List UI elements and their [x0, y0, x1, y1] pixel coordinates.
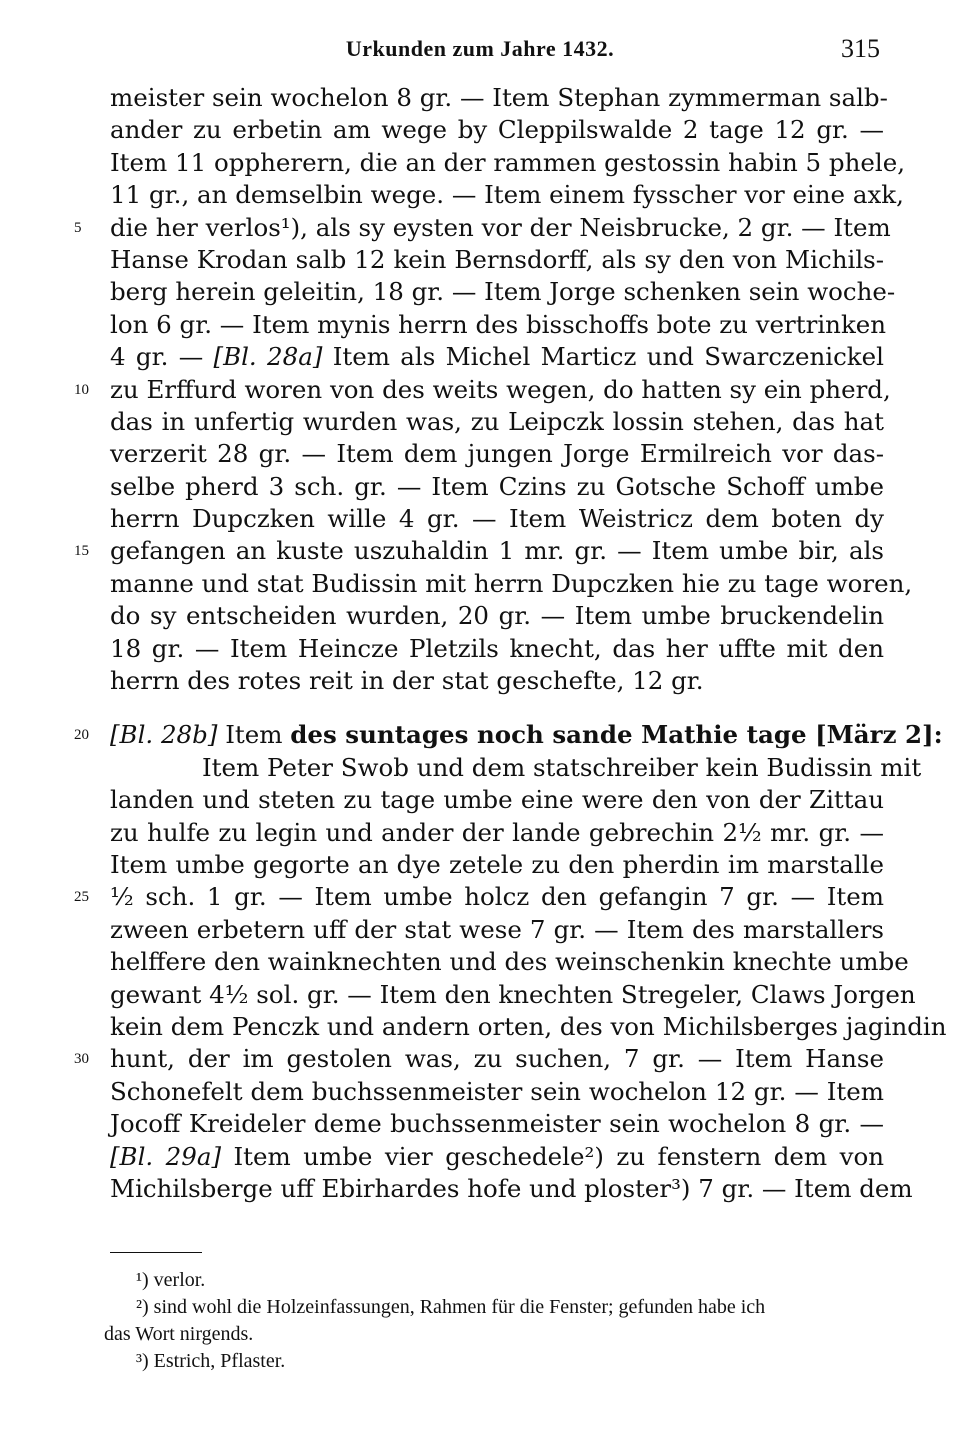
text-line: [110, 914, 884, 946]
line-text: meister sein wochelon 8 gr. — Item Stephan zymmerman salb-: [110, 83, 888, 112]
footnote: das Wort nirgends.: [104, 1323, 254, 1345]
line-number: 30: [74, 1051, 89, 1068]
line-text: manne und stat Budissin mit herrn Dupczken hie zu tage woren,: [110, 568, 913, 598]
text-line: [110, 1173, 913, 1205]
footnote: ¹) verlor.: [136, 1269, 206, 1291]
line-number: 20: [74, 727, 89, 744]
line-text: Item 11 oppherern, die an der rammen gestossin habin 5 phele,: [110, 147, 906, 177]
text-line: [110, 633, 884, 665]
line-number: 5: [74, 219, 82, 236]
line-text: Michilsberge uff Ebirhardes hofe und ploster³) 7 gr. — Item dem: [110, 1173, 913, 1203]
line-text: 11 gr., an demselbin wege. — Item einem fysscher vor eine axk,: [110, 180, 904, 210]
folio-reference: [Bl. 28a]: [213, 342, 323, 372]
text-line: [74, 374, 891, 406]
section-heading: [74, 719, 943, 751]
footnote: ²) sind wohl die Holzeinfassungen, Rahmen für die Fenster; gefunden habe ich: [136, 1296, 766, 1318]
footnote: ³) Estrich, Pflaster.: [136, 1350, 286, 1372]
line-text: 18 gr. — Item Heincze Pletzils knecht, das her uffte mit den: [110, 633, 884, 663]
text-line: [110, 784, 884, 816]
page-number: 315: [841, 34, 880, 63]
line-text: Item Peter Swob und dem statschreiber kein Budissin mit: [202, 752, 922, 782]
text-line: [110, 309, 887, 341]
line-text: berg herein geleitin, 18 gr. — Item Jorge schenken sein woche-: [110, 277, 896, 307]
text-line: [110, 817, 884, 849]
text-line: [74, 881, 884, 913]
line-text: Jocoff Kreideler deme buchssenmeister sein wochelon 8 gr. —: [110, 1109, 884, 1139]
text-line: [110, 1108, 884, 1140]
text-line: [110, 849, 884, 881]
text-line: [110, 406, 884, 438]
heading-date: des suntages noch sande Mathie tage [März 2]:: [290, 720, 943, 750]
text-line: [74, 212, 891, 244]
line-text: landen und steten zu tage umbe eine were den von der Zittau: [110, 785, 884, 815]
line-number: 15: [74, 543, 89, 560]
text-line: [110, 752, 922, 784]
line-text: gefangen an kuste uszuhaldin 1 mr. gr. — Item umbe bir, als: [110, 536, 884, 566]
line-text: ander zu erbetin am wege by Cleppilswalde 2 tage 12 gr. —: [110, 115, 884, 145]
page-header: [0, 36, 960, 66]
text-line: [110, 244, 884, 276]
text-line: [110, 438, 884, 470]
line-number: 10: [74, 381, 89, 398]
text-line: [110, 665, 884, 697]
line-text: Item umbe vier geschedele²) zu fenstern dem von: [221, 1141, 884, 1171]
text-line: [110, 179, 904, 211]
text-line: [110, 568, 913, 600]
line-text: zween erbetern uff der stat wese 7 gr. — Item des marstallers: [110, 914, 884, 944]
line-number: 25: [74, 889, 89, 906]
line-text: ½ sch. 1 gr. — Item umbe holcz den gefangin 7 gr. — Item: [110, 882, 884, 912]
line-text: Item umbe gegorte an dye zetele zu den pherdin im marstalle: [110, 849, 884, 879]
line-text: selbe pherd 3 sch. gr. — Item Czins zu Gotsche Schoff umbe: [110, 471, 884, 501]
text-line: [74, 535, 884, 567]
text-line: [110, 82, 888, 114]
line-text: kein dem Penczk und andern orten, des von Michilsberges jagindin: [110, 1011, 947, 1041]
line-text: die her verlos¹), als sy eysten vor der Neisbrucke, 2 gr. — Item: [110, 212, 891, 242]
line-text: hunt, der im gestolen was, zu suchen, 7 gr. — Item Hanse: [110, 1044, 884, 1074]
footnotes: [104, 1267, 894, 1375]
text-line: [110, 114, 884, 146]
text-line: [110, 979, 916, 1011]
line-text: Hanse Krodan salb 12 kein Bernsdorff, als sy den von Michils-: [110, 244, 884, 274]
text-line: [110, 341, 884, 373]
line-text: herrn Dupczken wille 4 gr. — Item Weistricz dem boten dy: [110, 504, 884, 534]
line-text: das in unfertig wurden was, zu Leipczk lossin stehen, das hat: [110, 406, 884, 436]
footnote-rule: [110, 1252, 202, 1253]
text-line: [110, 147, 906, 179]
text-line: [110, 1076, 884, 1108]
text-line: [74, 1043, 884, 1075]
running-head: Urkunden zum Jahre 1432.: [345, 36, 615, 61]
line-text: Schonefelt dem buchssenmeister sein wochelon 12 gr. — Item: [110, 1076, 884, 1106]
text-line: [110, 471, 884, 503]
line-text-pre: 4 gr. —: [110, 342, 214, 372]
text-line: [110, 600, 884, 632]
text-line: [110, 503, 884, 535]
line-text: verzerit 28 gr. — Item dem jungen Jorge Ermilreich vor das-: [110, 439, 884, 469]
folio-reference: [Bl. 29a]: [110, 1141, 221, 1171]
folio-reference: [Bl. 28b]: [110, 720, 218, 750]
line-text: helffere den wainknechten und des weinschenkin knechte umbe: [110, 947, 909, 977]
heading-pre: Item: [217, 720, 291, 750]
text-line: [110, 946, 909, 978]
line-text: gewant 4½ sol. gr. — Item den knechten Stregeler, Claws Jorgen: [110, 979, 916, 1009]
line-text: do sy entscheiden wurden, 20 gr. — Item umbe bruckendelin: [110, 601, 884, 631]
text-line: [110, 1011, 947, 1043]
line-text: zu hulfe zu legin und ander der lande gebrechin 2½ mr. gr. —: [110, 817, 884, 847]
line-text: herrn des rotes reit in der stat geschefte, 12 gr.: [110, 666, 704, 696]
paragraph-gap: [110, 697, 884, 719]
body-text: [74, 82, 947, 1205]
line-text: Item als Michel Marticz und Swarczenickel: [322, 342, 884, 372]
line-text: lon 6 gr. — Item mynis herrn des bisschoffs bote zu vertrinken: [110, 309, 887, 339]
line-text: zu Erffurd woren von des weits wegen, do hatten sy ein pherd,: [110, 374, 891, 404]
text-line: [110, 1141, 884, 1173]
text-line: [110, 276, 896, 308]
